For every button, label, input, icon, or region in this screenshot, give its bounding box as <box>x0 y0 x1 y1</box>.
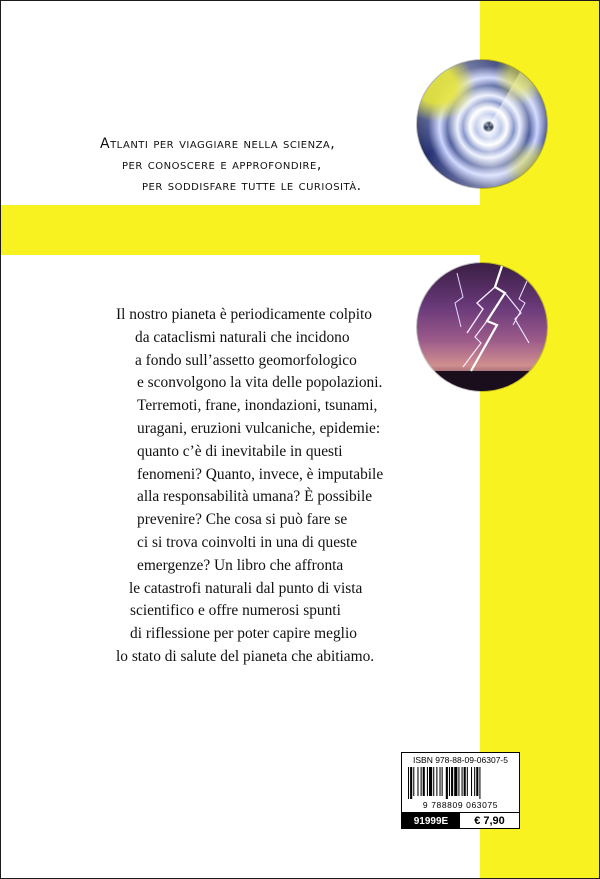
blurb-line: e sconvolgono la vita delle popolazioni. <box>137 374 383 392</box>
barcode-bar <box>467 767 468 796</box>
series-tagline <box>100 134 420 197</box>
isbn-barcode <box>401 752 520 829</box>
barcode-bar <box>423 767 425 796</box>
tagline-line: per soddisfare tutte le curiosità. <box>142 178 362 194</box>
blurb-line: lo stato di salute del pianeta che abitiamo. <box>116 647 375 665</box>
barcode-bar <box>474 767 475 796</box>
blurb-line: scientifico e offre numerosi spunti <box>130 602 341 620</box>
barcode-bar <box>458 767 459 796</box>
blurb-line: a fondo sull’assetto geomorfologico <box>135 351 357 369</box>
blurb-line: emergenze? Un libro che affronta <box>137 556 344 574</box>
hurricane-image <box>417 60 547 188</box>
barcode-bar <box>421 767 422 796</box>
barcode-bar <box>417 767 418 796</box>
blurb-line: Terremoti, frane, inondazioni, tsunami, <box>137 397 378 415</box>
barcode-bar <box>462 767 463 796</box>
barcode-bar <box>429 767 432 796</box>
tagline-line: per conoscere e approfondire, <box>122 157 322 173</box>
blurb-line: uragani, eruzioni vulcaniche, epidemie: <box>137 419 381 437</box>
blurb-line: Il nostro pianeta è periodicamente colpito <box>116 306 372 323</box>
barcode-bars <box>408 767 513 799</box>
lightning-bolt-icon <box>417 263 547 391</box>
blurb-line: di riflessione per poter capire meglio <box>130 625 357 643</box>
barcode-bar <box>446 767 448 799</box>
book-description <box>0 304 420 669</box>
price-row <box>402 812 519 829</box>
barcode-bar <box>440 767 441 796</box>
barcode-bar <box>476 767 478 796</box>
barcode-bar <box>427 767 428 796</box>
yellow-horizontal-band <box>0 205 600 255</box>
blurb-line: le catastrofi naturali dal punto di vista <box>129 579 363 597</box>
barcode-bar <box>408 767 409 799</box>
barcode-digits: 9 788809 063075 <box>422 800 499 810</box>
barcode-bar <box>442 767 443 796</box>
blurb-line: prevenire? Che cosa si può fare se <box>137 511 348 529</box>
barcode-bar <box>464 767 466 796</box>
barcode-bar <box>413 767 414 796</box>
barcode-bar <box>433 767 434 796</box>
blurb-line: quanto c’è di inevitabile in questi <box>137 442 343 460</box>
blurb-line: fenomeni? Quanto, invece, è imputabile <box>137 465 384 483</box>
blurb-line: da cataclismi naturali che incidono <box>135 328 350 346</box>
barcode-bar <box>451 767 453 796</box>
barcode-bar <box>436 767 437 796</box>
barcode-bar <box>479 767 480 799</box>
barcode-bar <box>454 767 457 796</box>
barcode-bar <box>449 767 450 796</box>
isbn-number: ISBN 978-88-09-06307-5 <box>413 755 508 765</box>
tagline-line: Atlanti per viaggiare nella scienza, <box>100 136 336 152</box>
blurb-line: ci si trova coinvolti in una di queste <box>137 533 358 551</box>
product-code: 91999E <box>402 813 460 829</box>
barcode-bar <box>471 767 472 796</box>
lightning-image <box>417 263 547 391</box>
barcode-bar <box>410 767 412 799</box>
price-label: € 7,90 <box>474 815 505 827</box>
blurb-line: alla responsabilità umana? È possibile <box>137 488 373 506</box>
